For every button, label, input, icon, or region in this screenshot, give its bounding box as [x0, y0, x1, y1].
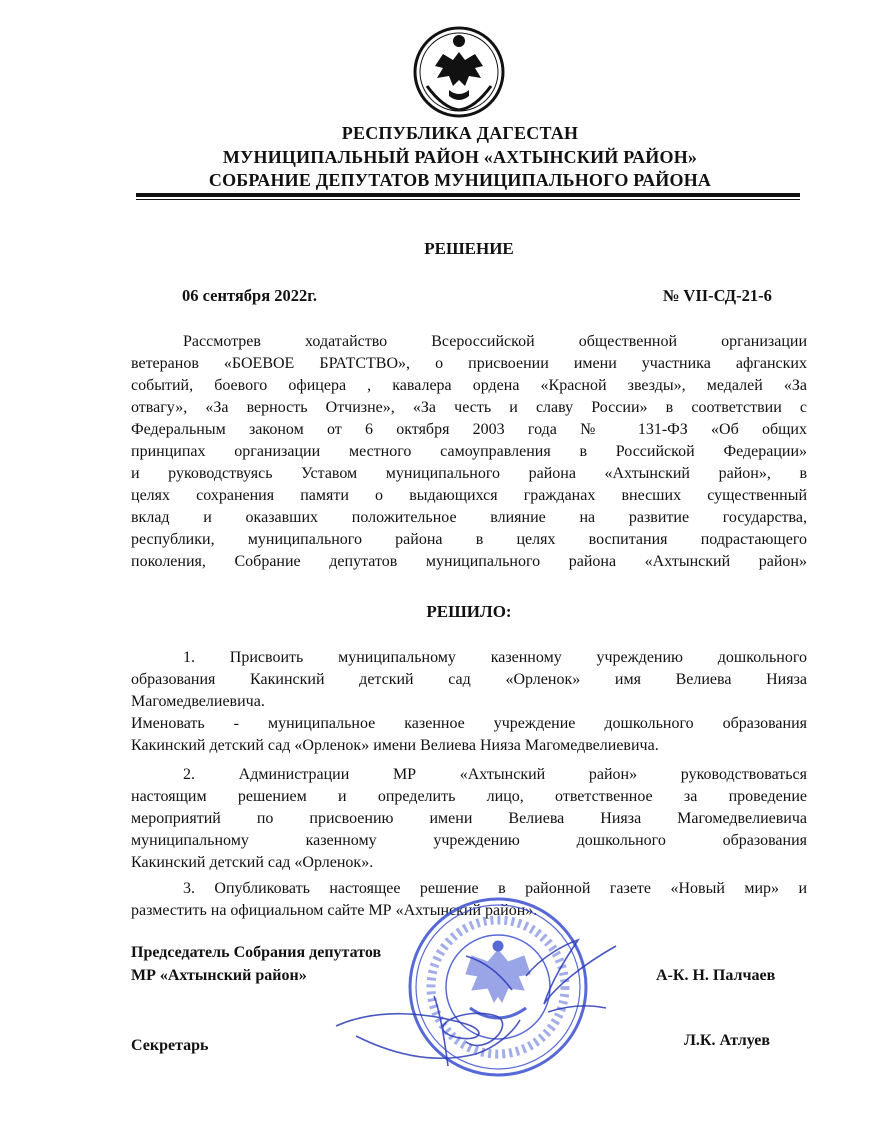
resolution-line: муниципальному казенному учреждению дошкольного образования	[131, 832, 807, 849]
secretary-title: Секретарь	[131, 1037, 209, 1054]
resolution-line: Магомедвелиевича.	[131, 693, 265, 710]
preamble-line: республики, муниципального района в целях воспитания подрастающего	[131, 531, 807, 548]
preamble-line: ветеранов «БОЕВОЕ БРАТСТВО», о присвоении имени участника афганских	[131, 355, 807, 372]
document-number: № VII-СД-21-6	[663, 286, 772, 305]
resolution-line: Какинский детский сад «Орленок» имени Велиева Нияза Магомедвелиевича.	[131, 737, 659, 754]
resolution-line: 3. Опубликовать настоящее решение в районной газете «Новый мир» и	[183, 880, 807, 897]
header-divider-thin	[136, 199, 800, 200]
preamble-line: вклад и оказавших положительное влияние на развитие государства,	[131, 509, 807, 526]
secretary-name: Л.К. Атлуев	[684, 1032, 770, 1049]
chair-name: А-К. Н. Палчаев	[656, 967, 776, 984]
resolution-line: Какинский детский сад «Орленок».	[131, 854, 374, 871]
chair-title: Председатель Собрания депутатов	[131, 944, 382, 961]
preamble-line: Федеральным законом от 6 октября 2003 года № 131-ФЗ «Об общих	[131, 421, 807, 438]
document-title: РЕШЕНИЕ	[424, 239, 514, 258]
document-date: 06 сентября 2022г.	[182, 286, 318, 305]
resolved-heading: РЕШИЛО:	[426, 602, 512, 621]
preamble-line: и руководствуясь Уставом муниципального района «Ахтынский район», в	[131, 465, 807, 482]
preamble-line: событий, боевого офицера , кавалера ордена «Красной звезды», медалей «За	[131, 377, 807, 394]
resolution-line: мероприятий по присвоению имени Велиева Нияза Магомедвелиевича	[131, 810, 807, 827]
resolution-line: 1. Присвоить муниципальному казенному учреждению дошкольного	[183, 649, 807, 666]
preamble-line: целях сохранения памяти о выдающихся гражданах внесших существенный	[131, 487, 807, 504]
coat-of-arms-emblem	[413, 24, 505, 120]
preamble-line: поколения, Собрание депутатов муниципального района «Ахтынский район»	[131, 553, 807, 570]
handwritten-signatures	[316, 916, 676, 1076]
resolution-line: образования Какинский детский сад «Орленок» имя Велиева Нияза	[131, 671, 807, 688]
resolution-line: настоящим решением и определить лицо, ответственное за проведение	[131, 788, 807, 805]
preamble-line: принципах организации местного самоуправления в Российской Федерации»	[131, 443, 807, 460]
chair-district: МР «Ахтынский район»	[131, 967, 307, 984]
resolution-line: Именовать - муниципальное казенное учреждение дошкольного образования	[131, 715, 807, 732]
preamble-line: отвагу», «За верность Отчизне», «За честь и славу России» в соответствии с	[131, 399, 807, 416]
header-divider	[136, 193, 800, 197]
header-assembly: СОБРАНИЕ ДЕПУТАТОВ МУНИЦИПАЛЬНОГО РАЙОНА	[208, 170, 712, 190]
header-republic: РЕСПУБЛИКА ДАГЕСТАН	[341, 123, 579, 143]
header-district: МУНИЦИПАЛЬНЫЙ РАЙОН «АХТЫНСКИЙ РАЙОН»	[222, 147, 698, 167]
resolution-line: 2. Администрации МР «Ахтынский район» руководствоваться	[183, 766, 807, 783]
resolution-line: разместить на официальном сайте МР «Ахтынский район».	[131, 902, 538, 919]
preamble-line: Рассмотрев ходатайство Всероссийской общественной организации	[183, 333, 807, 350]
